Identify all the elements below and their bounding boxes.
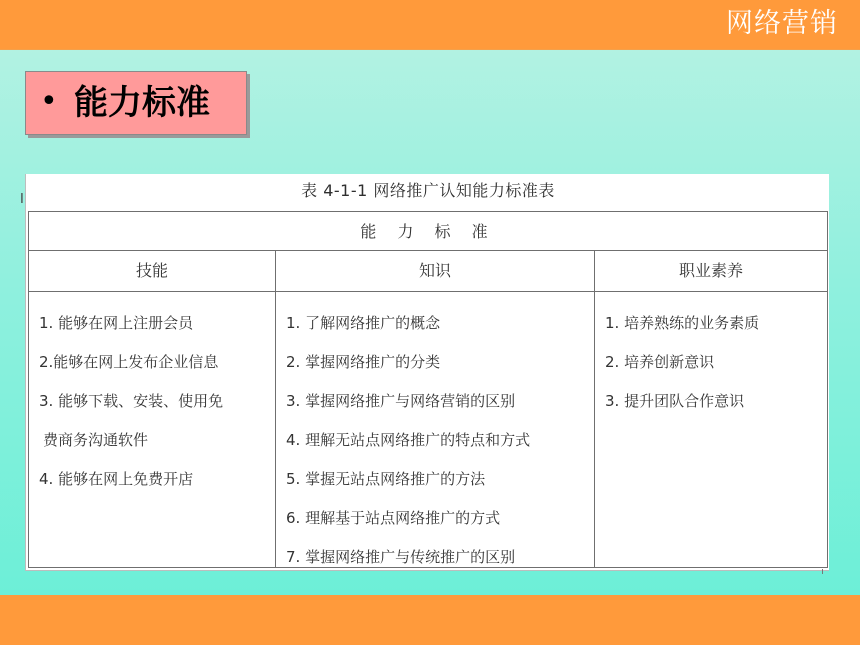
skills-item: 费商务沟通软件 xyxy=(43,431,149,449)
knowledge-item: 7. 掌握网络推广与传统推广的区别 xyxy=(286,548,516,566)
qualities-column xyxy=(605,292,823,567)
table-caption: 表 4-1-1 网络推广认知能力标准表 xyxy=(301,181,555,200)
column-divider xyxy=(594,251,595,567)
knowledge-item: 6. 理解基于站点网络推广的方式 xyxy=(286,509,501,527)
skills-column xyxy=(39,292,271,567)
bullet-icon: • xyxy=(40,84,58,119)
knowledge-item: 3. 掌握网络推广与网络营销的区别 xyxy=(286,392,516,410)
skills-item: 2.能够在网上发布企业信息 xyxy=(39,353,219,371)
knowledge-header: 知识 xyxy=(418,261,451,280)
table-corner-mark xyxy=(822,569,823,574)
skills-header: 技能 xyxy=(135,261,168,280)
bottom-banner xyxy=(0,595,860,645)
ability-standard-table xyxy=(20,174,829,571)
qualities-item: 2. 培养创新意识 xyxy=(605,353,715,371)
section-heading-box xyxy=(25,71,247,135)
knowledge-column xyxy=(286,292,590,567)
knowledge-item: 5. 掌握无站点网络推广的方法 xyxy=(286,470,486,488)
qualities-item: 1. 培养熟练的业务素质 xyxy=(605,314,760,332)
qualities-header: 职业素养 xyxy=(678,261,743,280)
skills-item: 4. 能够在网上免费开店 xyxy=(39,470,194,488)
column-divider xyxy=(275,251,276,567)
column-header-row xyxy=(29,251,827,292)
skills-item: 3. 能够下载、安装、使用免 xyxy=(39,392,224,410)
section-heading: 能力标准 xyxy=(74,83,210,123)
knowledge-item: 2. 掌握网络推广的分类 xyxy=(286,353,441,371)
knowledge-item: 4. 理解无站点网络推广的特点和方式 xyxy=(286,431,531,449)
course-title: 网络营销 xyxy=(726,8,838,39)
caption-mark: Ⅰ xyxy=(20,192,24,207)
qualities-item: 3. 提升团队合作意识 xyxy=(605,392,745,410)
top-banner xyxy=(0,0,860,50)
table-top-header: 能 力 标 准 xyxy=(29,212,827,251)
skills-item: 1. 能够在网上注册会员 xyxy=(39,314,194,332)
table-grid xyxy=(28,211,828,568)
knowledge-item: 1. 了解网络推广的概念 xyxy=(286,314,441,332)
